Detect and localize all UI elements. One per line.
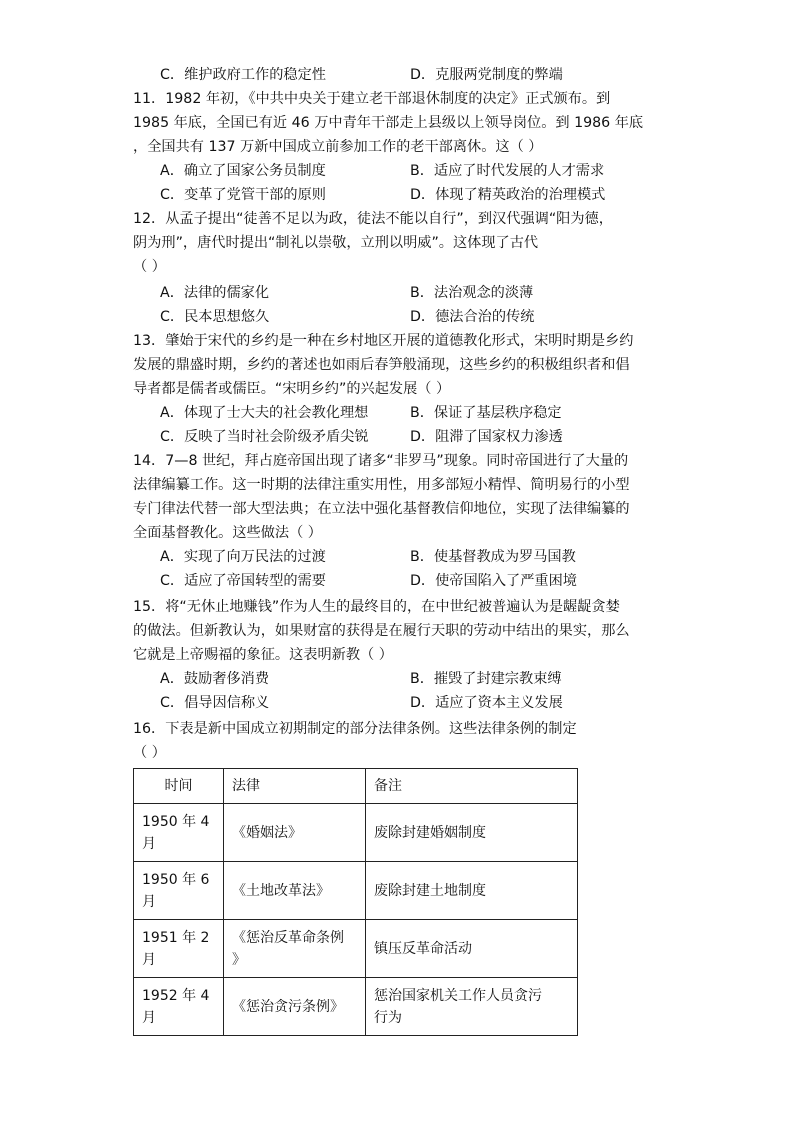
cell-text: 行为 bbox=[374, 1009, 402, 1026]
q14-stem-line: 专门律法代替一部大型法典；在立法中强化基督教信仰地位，实现了法律编纂的 bbox=[133, 501, 630, 517]
cell-time bbox=[134, 978, 224, 1036]
q13-option-b: B．保证了基层秩序稳定 bbox=[410, 405, 562, 421]
q12-stem-line: （ ） bbox=[133, 259, 166, 275]
q15-stem-line: 的做法。但新教认为，如果财富的获得是在履行天职的劳动中结出的果实，那么 bbox=[133, 623, 630, 639]
q13-option-d: D．阻滞了国家权力渗透 bbox=[410, 429, 563, 445]
q15-option-a: A．鼓励奢侈消费 bbox=[160, 671, 270, 687]
q13-option-a: A．体现了士大夫的社会教化理想 bbox=[160, 405, 369, 421]
table-row bbox=[134, 978, 578, 1036]
q14-option-d: D．使帝国陷入了严重困境 bbox=[410, 573, 577, 589]
cell-time bbox=[134, 804, 224, 862]
cell-text: 1952 年 4 bbox=[142, 987, 210, 1004]
q12-stem-line: 阴为刑”，唐代时提出“制礼以崇敬，立刑以明威”。这体现了古代 bbox=[133, 235, 539, 251]
cell-text: 》 bbox=[232, 951, 246, 968]
cell-note bbox=[366, 978, 578, 1036]
q12-option-b: B．法治观念的淡薄 bbox=[410, 285, 534, 301]
header-law: 法律 bbox=[224, 769, 366, 804]
q10-option-d: D．克服两党制度的弊端 bbox=[410, 67, 563, 83]
q10-option-c: C．维护政府工作的稳定性 bbox=[160, 67, 326, 83]
cell-note bbox=[366, 804, 578, 862]
cell-time bbox=[134, 862, 224, 920]
q12-option-a: A．法律的儒家化 bbox=[160, 285, 270, 301]
cell-text: 月 bbox=[142, 951, 156, 968]
cell-text: 月 bbox=[142, 893, 156, 910]
cell-text: 1951 年 2 bbox=[142, 929, 210, 946]
cell-text: 废除封建土地制度 bbox=[374, 882, 486, 899]
q12-stem-line: 12．从孟子提出“徒善不足以为政，徒法不能以自行”，到汉代强调“阳为德， bbox=[133, 211, 613, 227]
cell-text: 《土地改革法》 bbox=[232, 882, 330, 899]
q15-option-c: C．倡导因信称义 bbox=[160, 695, 270, 711]
q15-stem-line: 15．将“无休止地赚钱”作为人生的最终目的，在中世纪被普遍认为是龌龊贪婪 bbox=[133, 599, 620, 615]
cell-law bbox=[224, 862, 366, 920]
cell-text: 《惩治贪污条例》 bbox=[232, 998, 344, 1015]
cell-text: 月 bbox=[142, 1009, 156, 1026]
header-note: 备注 bbox=[366, 769, 578, 804]
cell-text: 1950 年 6 bbox=[142, 871, 210, 888]
law-table bbox=[133, 768, 578, 1036]
q13-stem-line: 13．肇始于宋代的乡约是一种在乡村地区开展的道德教化形式，宋明时期是乡约 bbox=[133, 333, 634, 349]
table-row bbox=[134, 862, 578, 920]
q11-stem-line: 1985 年底，全国已有近 46 万中青年干部走上县级以上领导岗位。到 1986 年底 bbox=[133, 115, 644, 131]
q14-stem-line: 全面基督教化。这些做法（ ） bbox=[133, 525, 322, 541]
q13-option-c: C．反映了当时社会阶级矛盾尖锐 bbox=[160, 429, 369, 445]
cell-text: 月 bbox=[142, 835, 156, 852]
q11-stem-line: 11．1982 年初，《中共中央关于建立老干部退休制度的决定》正式颁布。到 bbox=[133, 91, 611, 107]
q14-stem-line: 14．7—8 世纪，拜占庭帝国出现了诸多“非罗马”现象。同时帝国进行了大量的 bbox=[133, 453, 629, 469]
q14-stem-line: 法律编纂工作。这一时期的法律注重实用性，用多部短小精悍、简明易行的小型 bbox=[133, 477, 630, 493]
q12-option-c: C．民本思想悠久 bbox=[160, 309, 270, 325]
table-row bbox=[134, 804, 578, 862]
q11-option-a: A．确立了国家公务员制度 bbox=[160, 163, 326, 179]
cell-note bbox=[366, 862, 578, 920]
q14-option-b: B．使基督教成为罗马国教 bbox=[410, 549, 576, 565]
cell-note bbox=[366, 920, 578, 978]
q16-stem-line: （ ） bbox=[133, 745, 166, 761]
table-header-row bbox=[134, 769, 578, 804]
q13-stem-line: 发展的鼎盛时期，乡约的著述也如雨后春笋般涌现，这些乡约的积极组织者和倡 bbox=[133, 357, 630, 373]
q14-option-a: A．实现了向万民法的过渡 bbox=[160, 549, 326, 565]
cell-text: 《惩治反革命条例 bbox=[232, 929, 344, 946]
cell-law bbox=[224, 920, 366, 978]
q16-stem-line: 16．下表是新中国成立初期制定的部分法律条例。这些法律条例的制定 bbox=[133, 721, 577, 737]
q11-stem-line: ，全国共有 137 万新中国成立前参加工作的老干部离休。这（ ） bbox=[133, 139, 543, 155]
table-row bbox=[134, 920, 578, 978]
cell-text: 废除封建婚姻制度 bbox=[374, 824, 486, 841]
q12-option-d: D．德法合治的传统 bbox=[410, 309, 535, 325]
cell-text: 《婚姻法》 bbox=[232, 824, 302, 841]
cell-law bbox=[224, 978, 366, 1036]
q11-option-d: D．体现了精英政治的治理模式 bbox=[410, 187, 606, 203]
header-time: 时间 bbox=[134, 769, 224, 804]
q15-option-d: D．适应了资本主义发展 bbox=[410, 695, 563, 711]
q15-option-b: B．摧毁了封建宗教束缚 bbox=[410, 671, 562, 687]
q13-stem-line: 导者都是儒者或儒臣。“宋明乡约”的兴起发展（ ） bbox=[133, 381, 451, 397]
cell-text: 惩治国家机关工作人员贪污 bbox=[374, 987, 542, 1004]
cell-text: 1950 年 4 bbox=[142, 813, 210, 830]
q11-option-b: B．适应了时代发展的人才需求 bbox=[410, 163, 605, 179]
q15-stem-line: 它就是上帝赐福的象征。这表明新教（ ） bbox=[133, 647, 393, 663]
cell-text: 镇压反革命活动 bbox=[374, 940, 472, 957]
cell-time bbox=[134, 920, 224, 978]
q11-option-c: C．变革了党管干部的原则 bbox=[160, 187, 326, 203]
cell-law bbox=[224, 804, 366, 862]
q14-option-c: C．适应了帝国转型的需要 bbox=[160, 573, 326, 589]
